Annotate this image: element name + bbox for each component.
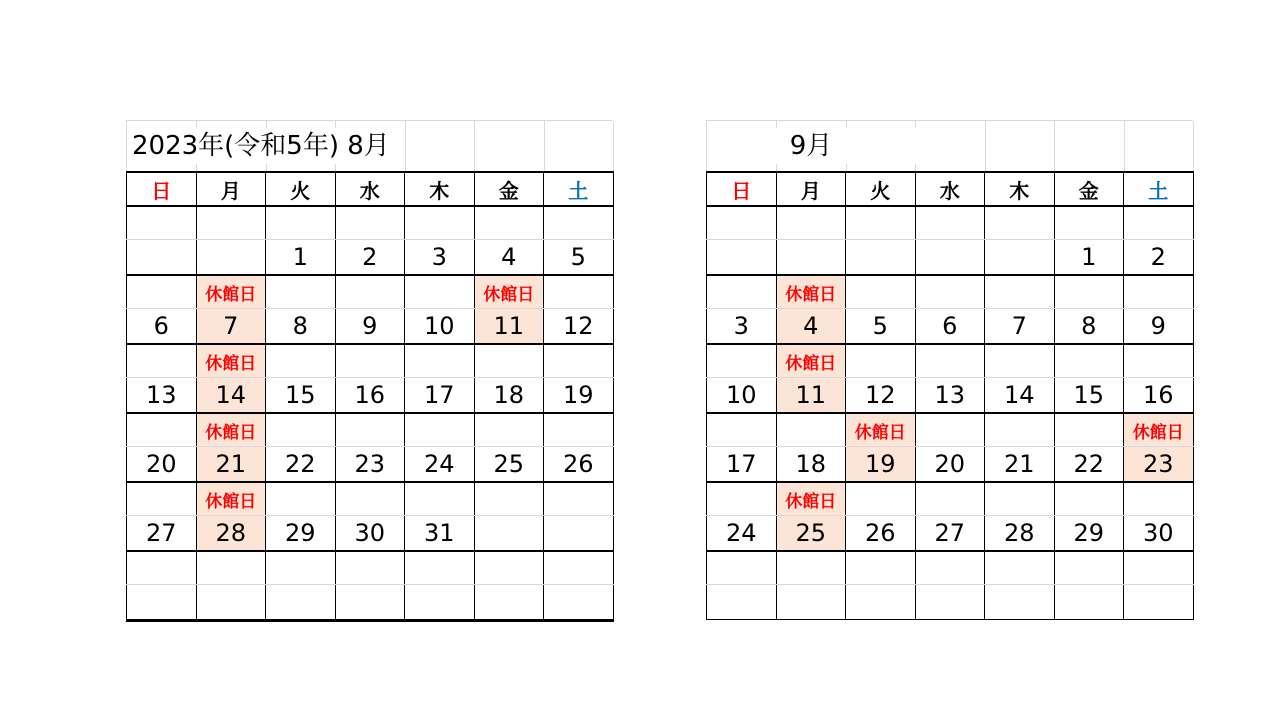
day-label-cell [1054,551,1124,585]
weekday-header [127,172,614,206]
day-label-cell [707,413,777,447]
day-number: 1 [266,240,336,276]
closed-day-number: 23 [1124,447,1194,483]
day-label-cell [405,551,475,585]
day-number [544,585,614,621]
day-number: 14 [985,378,1055,414]
day-label-cell [846,275,916,309]
day-number: 24 [707,516,777,552]
day-label-cell [985,482,1055,516]
day-label-cell [266,551,336,585]
day-number: 13 [915,378,985,414]
closed-day-number: 11 [776,378,846,414]
day-number: 5 [544,240,614,276]
closed-day-label: 休館日 [776,344,846,378]
weekday-label: 月 [776,172,846,206]
day-number [474,585,544,621]
day-label-cell [405,413,475,447]
day-label-cell [776,206,846,240]
day-label-cell [985,206,1055,240]
week-label-row [127,551,614,585]
day-label-cell [405,482,475,516]
weekday-label: 日 [707,172,777,206]
day-label-cell [474,482,544,516]
grid-cell [985,121,1055,171]
day-number: 2 [1124,240,1194,276]
day-number: 29 [1054,516,1124,552]
day-label-cell [707,482,777,516]
day-number: 8 [266,309,336,345]
day-number: 8 [1054,309,1124,345]
closed-day-label: 休館日 [196,413,266,447]
day-number: 28 [985,516,1055,552]
day-label-cell [1054,275,1124,309]
week-number-row [707,447,1194,483]
day-label-cell [474,206,544,240]
day-label-cell [266,275,336,309]
day-label-cell [127,551,197,585]
day-label-cell [915,344,985,378]
day-label-cell [127,206,197,240]
day-number: 3 [405,240,475,276]
week-number-row [127,585,614,621]
day-label-cell [266,413,336,447]
day-number: 31 [405,516,475,552]
week-label-row [707,206,1194,240]
weekday-label: 木 [985,172,1055,206]
day-label-cell [915,482,985,516]
closed-day-label: 休館日 [846,413,916,447]
grid-cell [915,121,986,171]
grid-cell [1054,121,1125,171]
week-label-row [127,206,614,240]
day-label-cell [1054,206,1124,240]
day-number [776,585,846,620]
week-number-row [127,309,614,345]
closed-day-label: 休館日 [196,482,266,516]
week-label-row [127,275,614,309]
day-label-cell [474,551,544,585]
day-label-cell [707,206,777,240]
weekday-label: 金 [1054,172,1124,206]
day-number: 1 [1054,240,1124,276]
day-number: 26 [544,447,614,483]
day-number: 2 [335,240,405,276]
day-number [127,585,197,621]
calendar-grid [706,171,1194,620]
calendar-title: 9月 [707,128,919,164]
day-number: 27 [915,516,985,552]
day-number [544,516,614,552]
weekday-label: 土 [1124,172,1194,206]
day-number: 30 [335,516,405,552]
day-number: 17 [707,447,777,483]
day-number [915,585,985,620]
week-number-row [707,516,1194,552]
day-number [266,585,336,621]
week-label-row [127,344,614,378]
weekday-label: 金 [474,172,544,206]
day-label-cell [335,275,405,309]
day-number: 20 [915,447,985,483]
closed-day-label: 休館日 [196,344,266,378]
weekday-label: 火 [266,172,336,206]
day-number: 12 [544,309,614,345]
week-label-row [707,482,1194,516]
day-label-cell [776,413,846,447]
day-number [405,585,475,621]
day-label-cell [544,344,614,378]
day-label-cell [266,344,336,378]
day-label-cell [127,344,197,378]
day-number: 7 [985,309,1055,345]
day-label-cell [915,551,985,585]
week-label-row [127,413,614,447]
day-label-cell [127,413,197,447]
day-number: 6 [915,309,985,345]
day-number [1124,585,1194,620]
day-label-cell [544,275,614,309]
day-label-cell [474,344,544,378]
day-number [707,240,777,276]
day-label-cell [266,482,336,516]
day-number: 24 [405,447,475,483]
day-number: 25 [474,447,544,483]
day-label-cell [1124,206,1194,240]
day-label-cell [405,206,475,240]
day-label-cell [1124,482,1194,516]
week-label-row [127,482,614,516]
day-label-cell [544,413,614,447]
day-number [846,585,916,620]
day-number [335,585,405,621]
day-label-cell [544,551,614,585]
week-number-row [127,378,614,414]
day-number [985,585,1055,620]
day-number: 22 [1054,447,1124,483]
day-number: 19 [544,378,614,414]
weekday-label: 月 [196,172,266,206]
weekday-header [707,172,1194,206]
day-number [846,240,916,276]
day-label-cell [544,482,614,516]
day-number: 10 [405,309,475,345]
week-number-row [707,585,1194,620]
day-label-cell [1124,275,1194,309]
day-label-cell [196,206,266,240]
day-number [127,240,197,276]
weekday-label: 火 [846,172,916,206]
closed-day-number: 11 [474,309,544,345]
calendar-body [127,206,614,621]
grid-cell [1124,121,1194,171]
weekday-label: 木 [405,172,475,206]
week-label-row [707,551,1194,585]
grid-cell [544,121,614,171]
calendar-title: 2023年(令和5年) 8月 [132,128,394,164]
day-label-cell [985,275,1055,309]
closed-day-label: 休館日 [1124,413,1194,447]
closed-day-number: 7 [196,309,266,345]
closed-day-number: 19 [846,447,916,483]
closed-day-number: 14 [196,378,266,414]
day-number: 3 [707,309,777,345]
calendar-title-row [126,120,613,171]
day-number: 6 [127,309,197,345]
day-label-cell [1054,413,1124,447]
day-number: 20 [127,447,197,483]
day-number: 12 [846,378,916,414]
grid-cell [474,121,545,171]
day-number: 15 [1054,378,1124,414]
day-number [985,240,1055,276]
day-label-cell [915,413,985,447]
closed-day-number: 4 [776,309,846,345]
calendar-grid [126,171,614,622]
day-number: 15 [266,378,336,414]
week-number-row [707,240,1194,276]
day-label-cell [1054,482,1124,516]
closed-day-label: 休館日 [776,482,846,516]
day-label-cell [985,551,1055,585]
day-number [196,585,266,621]
day-label-cell [335,551,405,585]
day-label-cell [405,275,475,309]
day-label-cell [196,551,266,585]
day-number [915,240,985,276]
day-number [776,240,846,276]
day-label-cell [707,275,777,309]
day-number: 22 [266,447,336,483]
day-number: 5 [846,309,916,345]
day-number: 23 [335,447,405,483]
closed-day-number: 25 [776,516,846,552]
day-number: 21 [985,447,1055,483]
day-number: 30 [1124,516,1194,552]
day-number [707,585,777,620]
day-number: 16 [1124,378,1194,414]
day-label-cell [1124,344,1194,378]
day-number: 29 [266,516,336,552]
calendar-september [706,120,1193,620]
day-label-cell [127,482,197,516]
day-label-cell [846,482,916,516]
calendar-title-row [706,120,1193,171]
day-label-cell [846,551,916,585]
week-number-row [707,378,1194,414]
week-label-row [707,275,1194,309]
day-label-cell [335,413,405,447]
day-number: 17 [405,378,475,414]
closed-day-number: 28 [196,516,266,552]
day-number: 26 [846,516,916,552]
day-label-cell [707,551,777,585]
day-label-cell [846,206,916,240]
day-label-cell [335,482,405,516]
day-number: 10 [707,378,777,414]
week-number-row [127,447,614,483]
day-label-cell [776,551,846,585]
closed-day-number: 21 [196,447,266,483]
closed-day-label: 休館日 [474,275,544,309]
week-number-row [127,516,614,552]
calendar-august [126,120,613,622]
day-number: 4 [474,240,544,276]
weekday-label: 土 [544,172,614,206]
day-label-cell [707,344,777,378]
day-number: 27 [127,516,197,552]
weekday-label: 日 [127,172,197,206]
week-label-row [707,413,1194,447]
day-label-cell [405,344,475,378]
day-label-cell [985,413,1055,447]
week-number-row [707,309,1194,345]
day-label-cell [544,206,614,240]
calendar-body [707,206,1194,620]
day-number: 9 [335,309,405,345]
grid-cell [405,121,475,171]
day-label-cell [915,275,985,309]
day-label-cell [335,344,405,378]
day-label-cell [266,206,336,240]
closed-day-label: 休館日 [776,275,846,309]
day-number: 9 [1124,309,1194,345]
day-label-cell [846,344,916,378]
day-number: 18 [776,447,846,483]
day-label-cell [1124,551,1194,585]
day-number [474,516,544,552]
day-label-cell [985,344,1055,378]
closed-day-label: 休館日 [196,275,266,309]
day-label-cell [335,206,405,240]
day-number [196,240,266,276]
week-label-row [707,344,1194,378]
week-number-row [127,240,614,276]
day-label-cell [1054,344,1124,378]
day-number: 13 [127,378,197,414]
day-label-cell [915,206,985,240]
day-label-cell [474,413,544,447]
day-number: 18 [474,378,544,414]
weekday-label: 水 [335,172,405,206]
day-label-cell [127,275,197,309]
day-number: 16 [335,378,405,414]
weekday-label: 水 [915,172,985,206]
day-number [1054,585,1124,620]
